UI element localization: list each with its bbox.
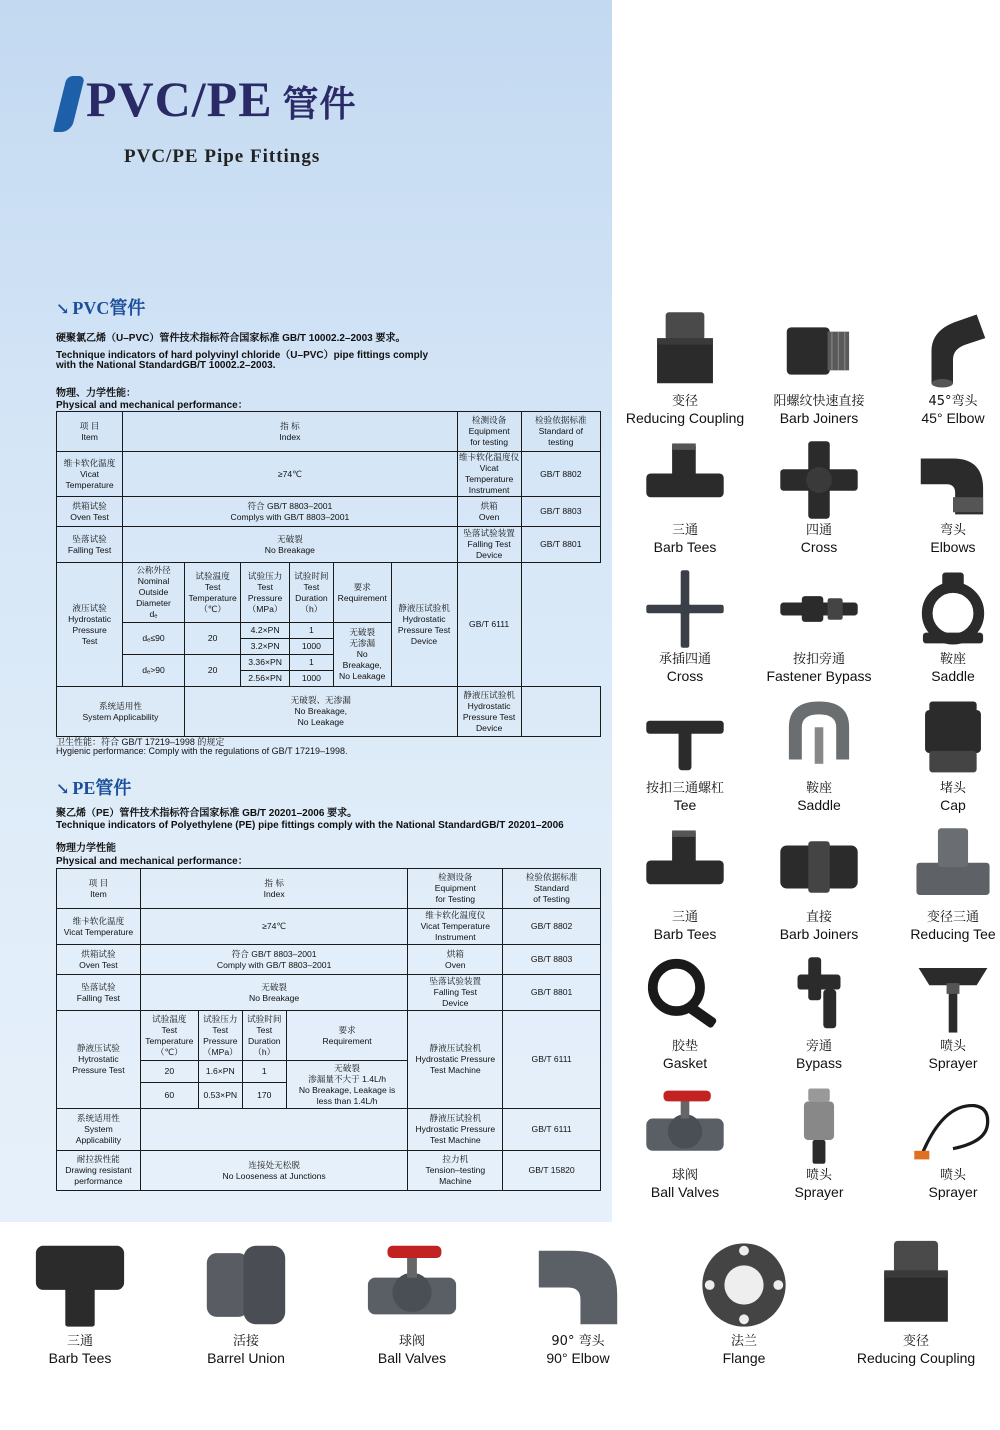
product-name-cn: 法兰 <box>730 1334 757 1349</box>
pvc-spec-table <box>56 411 601 737</box>
product-item <box>886 566 1000 684</box>
pvc-line-cn: 硬聚氯乙烯（U–PVC）管件技术指标符合国家标准 GB/T 10002.2–2003 要求。 <box>56 333 406 344</box>
table-row: 项 目 Item 指 标 Index 检测设备 Equipment for Testing 检验依据标准 Standard of Testing <box>57 869 601 909</box>
product-name-en: Elbows <box>930 539 976 555</box>
product-name-en: Barb Tees <box>48 1350 112 1366</box>
barb-joiner-icon <box>776 308 862 394</box>
product-item <box>886 824 1000 942</box>
table-row: 系统适用性 System Applicability 无破裂、无渗漏 No Breakage, No Leakage 静液压试验机 Hydrostatic Pressure Test Device <box>57 687 601 737</box>
table-row: 液压试验 Hydrostatic Pressure Test 公称外径 Nominal Outside Diameter dₑ 试验温度 Test Temperature （℃） 试验压力 Test Pressure （MPa） 试验时间 Test Duration （h） 要求 Requirement 静液压试验机 Hydrostatic Pressure Test Device GB/T 6111 <box>57 563 601 623</box>
table-row: 2.56×PN 1000 <box>57 671 601 687</box>
product-name-en: Sprayer <box>794 1184 844 1200</box>
product-item <box>886 437 1000 555</box>
product-item <box>498 1236 658 1366</box>
pvc-perf-en: Physical and mechanical performance： <box>56 400 248 411</box>
product-name-en: Gasket <box>662 1055 708 1071</box>
product-item <box>166 1236 326 1366</box>
product-item <box>752 695 886 813</box>
product-item <box>0 1236 160 1366</box>
pe-spec-table <box>56 868 601 1191</box>
product-name-cn: 堵头 <box>939 781 966 796</box>
pvc-hygiene-cn: 卫生性能：符合 GB/T 17219–1998 的规定 <box>56 737 225 747</box>
product-item <box>886 308 1000 426</box>
product-item <box>752 308 886 426</box>
saddle-clip-icon <box>776 695 862 781</box>
product-name-en: Barb Tees <box>653 926 717 942</box>
product-item <box>618 953 752 1071</box>
product-item <box>752 437 886 555</box>
flange-icon <box>690 1236 798 1334</box>
table-row: 维卡软化温度 Vicat Temperature ≥74℃ 维卡软化温度仪 Vicat Temperature Instrument GB/T 8802 <box>57 909 601 945</box>
product-name-en: Ball Valves <box>377 1350 447 1366</box>
product-name-en: Flange <box>722 1350 766 1366</box>
bypass-valve-icon <box>776 953 862 1039</box>
sprayer-head-icon <box>776 1082 862 1168</box>
product-name-cn: 喷头 <box>805 1168 832 1183</box>
product-name-cn: 喷头 <box>939 1039 966 1054</box>
table-row: dₑ≤90 20 4.2×PN 1 无破裂 无渗漏 No Breakage, No Leakage <box>57 623 601 639</box>
product-item <box>886 953 1000 1071</box>
product-name-en: Barb Tees <box>653 539 717 555</box>
arrow-icon: ↘ <box>56 781 70 798</box>
table-row: 烘箱试验 Oven Test 符合 GB/T 8803–2001 Comply with GB/T 8803–2001 烘箱 Oven GB/T 8803 <box>57 945 601 975</box>
product-name-cn: 变径 <box>902 1334 929 1349</box>
product-item <box>836 1236 996 1366</box>
saddle-icon <box>910 566 996 652</box>
ball-valve-icon <box>642 1082 728 1168</box>
tee-thin-icon <box>642 695 728 781</box>
product-item <box>752 566 886 684</box>
product-item <box>618 308 752 426</box>
product-name-en: Reducing Coupling <box>625 410 745 426</box>
product-item <box>752 1082 886 1200</box>
product-name-en: Fastener Bypass <box>766 668 872 684</box>
ball-valve-icon <box>358 1236 466 1334</box>
pe-line-en: Technique indicators of Polyethylene (PE) pipe fittings comply with the National StandardGB/T 20201–2006 <box>56 820 564 831</box>
table-row: 3.2×PN 1000 <box>57 639 601 655</box>
product-name-cn: 变径 <box>671 394 698 409</box>
product-name-cn: 90° 弯头 <box>551 1334 605 1349</box>
pe-perf-en: Physical and mechanical performance： <box>56 856 248 867</box>
product-name-en: 45° Elbow <box>921 410 985 426</box>
cross-thin-icon <box>642 566 728 652</box>
product-name-en: Barb Joiners <box>779 926 859 942</box>
product-name-en: Ball Valves <box>650 1184 720 1200</box>
product-name-en: Barrel Union <box>207 1350 285 1366</box>
product-item <box>752 953 886 1071</box>
product-name-cn: 胶垫 <box>671 1039 698 1054</box>
pvc-hygiene-en: Hygienic performance: Comply with the regulations of GB/T 17219–1998. <box>56 746 348 756</box>
pvc-heading: ↘ PVC管件 <box>56 298 146 318</box>
sprinkler-icon <box>910 953 996 1039</box>
bypass-icon <box>776 566 862 652</box>
table-row: 20 1.6×PN 1 无破裂 渗漏量不大于 1.4L/h No Breakage, Leakage is less than 1.4L/h <box>57 1061 601 1083</box>
reducing-tee-icon <box>910 824 996 910</box>
reducer-icon <box>642 308 728 394</box>
product-item <box>886 1082 1000 1200</box>
table-row: 60 0.53×PN 170 <box>57 1083 601 1109</box>
product-name-en: Cross <box>800 539 838 555</box>
product-name-en: Reducing Tee <box>910 926 996 942</box>
product-name-cn: 承插四通 <box>658 652 711 667</box>
tee-icon <box>642 824 728 910</box>
product-name-en: 90° Elbow <box>546 1350 610 1366</box>
table-row: 系统适用性 System Applicability 静液压试验机 Hydrostatic Pressure Test Machine GB/T 6111 <box>57 1109 601 1151</box>
product-name-en: Saddle <box>797 797 841 813</box>
gasket-icon <box>642 953 728 1039</box>
product-name-cn: 阳螺纹快速直接 <box>773 394 865 409</box>
product-name-en: Saddle <box>931 668 975 684</box>
pe-heading: ↘ PE管件 <box>56 778 132 798</box>
product-name-cn: 鞍座 <box>805 781 832 796</box>
product-name-en: Cap <box>940 797 966 813</box>
table-row: 坠落试验 Falling Test 无破裂 No Breakage 坠落试验装置 Falling Test Device GB/T 8801 <box>57 975 601 1011</box>
product-item <box>618 1082 752 1200</box>
table-row: 坠落试验 Falling Test 无破裂 No Breakage 坠落试验装置 Falling Test Device GB/T 8801 <box>57 527 601 563</box>
pe-perf-cn: 物理力学性能 <box>56 843 116 854</box>
product-name-cn: 三通 <box>66 1334 93 1349</box>
page-subtitle: PVC/PE Pipe Fittings <box>124 146 321 167</box>
product-name-en: Reducing Coupling <box>856 1350 976 1366</box>
product-item <box>664 1236 824 1366</box>
product-name-en: Tee <box>673 797 697 813</box>
threaded-tee-icon <box>26 1236 134 1334</box>
joiner-icon <box>776 824 862 910</box>
product-name-en: Sprayer <box>928 1184 978 1200</box>
product-name-cn: 三通 <box>671 910 698 925</box>
product-item <box>886 695 1000 813</box>
table-row: 耐拉拔性能 Drawing resistant performance 连接处无松脱 No Looseness at Junctions 拉力机 Tension–testing Machine GB/T 15820 <box>57 1151 601 1191</box>
product-name-cn: 三通 <box>671 523 698 538</box>
product-name-cn: 球阀 <box>398 1334 425 1349</box>
product-item <box>332 1236 492 1366</box>
product-item <box>618 695 752 813</box>
product-name-cn: 弯头 <box>939 523 966 538</box>
product-name-en: Barb Joiners <box>779 410 859 426</box>
product-name-cn: 变径三通 <box>926 910 979 925</box>
reducer-icon <box>862 1236 970 1334</box>
tee-icon <box>642 437 728 523</box>
product-item <box>618 824 752 942</box>
elbow-icon <box>910 437 996 523</box>
elbow-90-icon <box>524 1236 632 1334</box>
pvc-perf-cn: 物理、力学性能： <box>56 388 136 399</box>
pvc-line-en2: with the National StandardGB/T 10002.2–2003. <box>56 360 276 371</box>
product-name-cn: 按扣旁通 <box>792 652 845 667</box>
product-name-cn: 45°弯头 <box>928 394 978 409</box>
table-row: dₑ>90 20 3.36×PN 1 <box>57 655 601 671</box>
elbow-45-icon <box>910 308 996 394</box>
product-name-en: Bypass <box>796 1055 842 1071</box>
product-name-en: Sprayer <box>928 1055 978 1071</box>
table-row: 项 目 Item 指 标 Index 检测设备 Equipment for testing 检验依据标准 Standard of testing <box>57 412 601 452</box>
product-name-cn: 直接 <box>805 910 832 925</box>
table-row: 维卡软化温度 Vicat Temperature ≥74℃ 维卡软化温度仪 Vicat Temperature Instrument GB/T 8802 <box>57 452 601 497</box>
product-name-cn: 按扣三通螺杠 <box>645 781 724 796</box>
product-name-cn: 活接 <box>232 1334 259 1349</box>
pe-line-cn: 聚乙烯（PE）管件技术指标符合国家标准 GB/T 20201–2006 要求。 <box>56 808 358 819</box>
union-icon <box>192 1236 300 1334</box>
product-name-cn: 鞍座 <box>939 652 966 667</box>
arrow-icon: ↘ <box>56 301 70 318</box>
cross-icon <box>776 437 862 523</box>
table-row: 烘箱试验 Oven Test 符合 GB/T 8803–2001 Complys with GB/T 8803–2001 烘箱 Oven GB/T 8803 <box>57 497 601 527</box>
product-item <box>752 824 886 942</box>
mist-sprayer-icon <box>910 1082 996 1168</box>
product-name-cn: 旁通 <box>805 1039 832 1054</box>
table-row: 静液压试验 Hytrostatic Pressure Test 试验温度 Test Temperature （℃） 试验压力 Test Pressure （MPa） 试验时间 Test Duration （h） 要求 Requirement 静液压试验机 Hydrostatic Pressure Test Machine GB/T 6111 <box>57 1011 601 1061</box>
product-name-cn: 四通 <box>805 523 832 538</box>
product-item <box>618 566 752 684</box>
product-name-cn: 喷头 <box>939 1168 966 1183</box>
page-title: PVC/PE 管件 <box>86 71 357 127</box>
product-name-en: Cross <box>666 668 704 684</box>
product-item <box>618 437 752 555</box>
pvc-line-en: Technique indicators of hard polyvinyl chloride（U–PVC）pipe fittings comply <box>56 350 429 361</box>
cap-icon <box>910 695 996 781</box>
product-name-cn: 球阀 <box>671 1168 698 1183</box>
